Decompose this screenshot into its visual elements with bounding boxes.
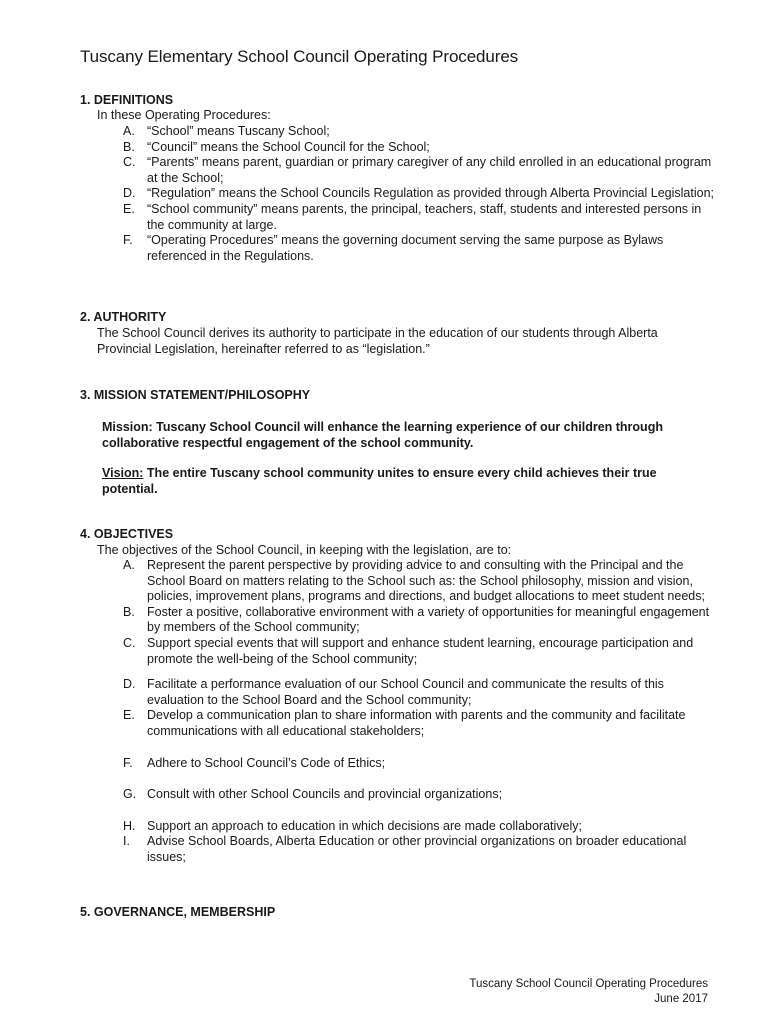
item-text: “Parents” means parent, guardian or primary caregiver of any child enrolled in an educational program at the School; [147, 155, 712, 185]
list-item [97, 787, 717, 803]
document-title: Tuscany Elementary School Council Operating Procedures [80, 47, 519, 66]
item-label: I. [123, 834, 130, 849]
page-footer [469, 977, 708, 1007]
item-text: “Regulation” means the School Councils Regulation as provided through Alberta Provincial Legislation; [147, 186, 714, 201]
item-text: “Council” means the School Council for the School; [147, 139, 430, 154]
objectives-intro: The objectives of the School Council, in keeping with the legislation, are to: [97, 543, 512, 557]
objectives-heading: 4. OBJECTIVES [80, 527, 174, 541]
item-label: F. [123, 233, 133, 248]
item-text: Represent the parent perspective by providing advice to and consulting with the Principal and the School Board on matters relating to the School such as: the School philosophy, mission and vision, policies, improvement plans, programs and directions, and budget allocations to meet student needs; [147, 558, 705, 604]
item-label: A. [123, 558, 135, 572]
item-label: F. [123, 755, 133, 770]
vision-text: The entire Tuscany school community unites to ensure every child achieves their true potential. [102, 466, 657, 496]
footer-date: June 2017 [654, 993, 708, 1005]
item-text: Consult with other School Councils and provincial organizations; [147, 787, 503, 802]
list-item [97, 186, 717, 202]
item-label: G. [123, 787, 137, 802]
mission-statement: Mission: Tuscany School Council will enhance the learning experience of our children through collaborative respectful engagement of the school community. [102, 420, 663, 450]
governance-heading: 5. GOVERNANCE, MEMBERSHIP [80, 905, 276, 919]
list-item [97, 155, 717, 186]
mission-heading: 3. MISSION STATEMENT/PHILOSOPHY [80, 388, 311, 402]
list-item [97, 677, 717, 708]
item-text: Develop a communication plan to share information with parents and the community and facilitate communications with all educational stakeholders; [147, 708, 686, 738]
list-item [97, 558, 717, 605]
item-text: Support special events that will support and enhance student learning, encourage participation and promote the well-being of the School community; [147, 635, 694, 666]
list-item [97, 708, 717, 739]
list-item [97, 605, 717, 636]
definitions-list [97, 124, 717, 264]
item-text: Adhere to School Council’s Code of Ethics; [147, 755, 386, 770]
item-text: Foster a positive, collaborative environment with a variety of opportunities for meaningful engagement by members of the School community; [147, 604, 710, 635]
footer-title: Tuscany School Council Operating Procedures [469, 978, 708, 990]
list-item [97, 636, 717, 667]
list-item [97, 819, 717, 835]
definitions-intro: In these Operating Procedures: [97, 108, 271, 122]
definitions-heading: 1. DEFINITIONS [80, 93, 174, 107]
item-label: E. [123, 201, 135, 216]
vision-label: Vision: [102, 466, 144, 480]
item-text: Support an approach to education in which decisions are made collaboratively; [147, 818, 582, 833]
item-label: H. [123, 818, 136, 833]
objectives-list [97, 558, 717, 866]
item-text: “School community” means parents, the principal, teachers, staff, students and interested persons in the community at large. [147, 201, 702, 232]
item-label: B. [123, 604, 135, 619]
item-text: “Operating Procedures” means the governing document serving the same purpose as Bylaws referenced in the Regulations. [147, 233, 664, 263]
list-item [97, 202, 717, 233]
list-item [97, 233, 717, 264]
item-label: D. [123, 677, 136, 692]
authority-text: The School Council derives its authority to participate in the education of our students through Alberta Provincial Legislation, hereinafter referred to as “legislation.” [97, 326, 658, 356]
item-label: C. [123, 635, 136, 650]
item-label: B. [123, 139, 135, 154]
item-text: “School” means Tuscany School; [147, 124, 330, 138]
vision-statement [102, 465, 702, 497]
item-label: E. [123, 708, 135, 723]
list-item [97, 124, 717, 140]
item-text: Advise School Boards, Alberta Education or other provincial organizations on broader educational issues; [147, 834, 687, 864]
item-label: C. [123, 155, 136, 170]
item-text: Facilitate a performance evaluation of our School Council and communicate the results of this evaluation to the School Board and the School community; [147, 677, 664, 707]
authority-heading: 2. AUTHORITY [80, 310, 167, 324]
list-item [97, 834, 717, 865]
item-label: A. [123, 124, 135, 138]
list-item [97, 756, 717, 772]
list-item [97, 140, 717, 156]
item-label: D. [123, 186, 136, 201]
